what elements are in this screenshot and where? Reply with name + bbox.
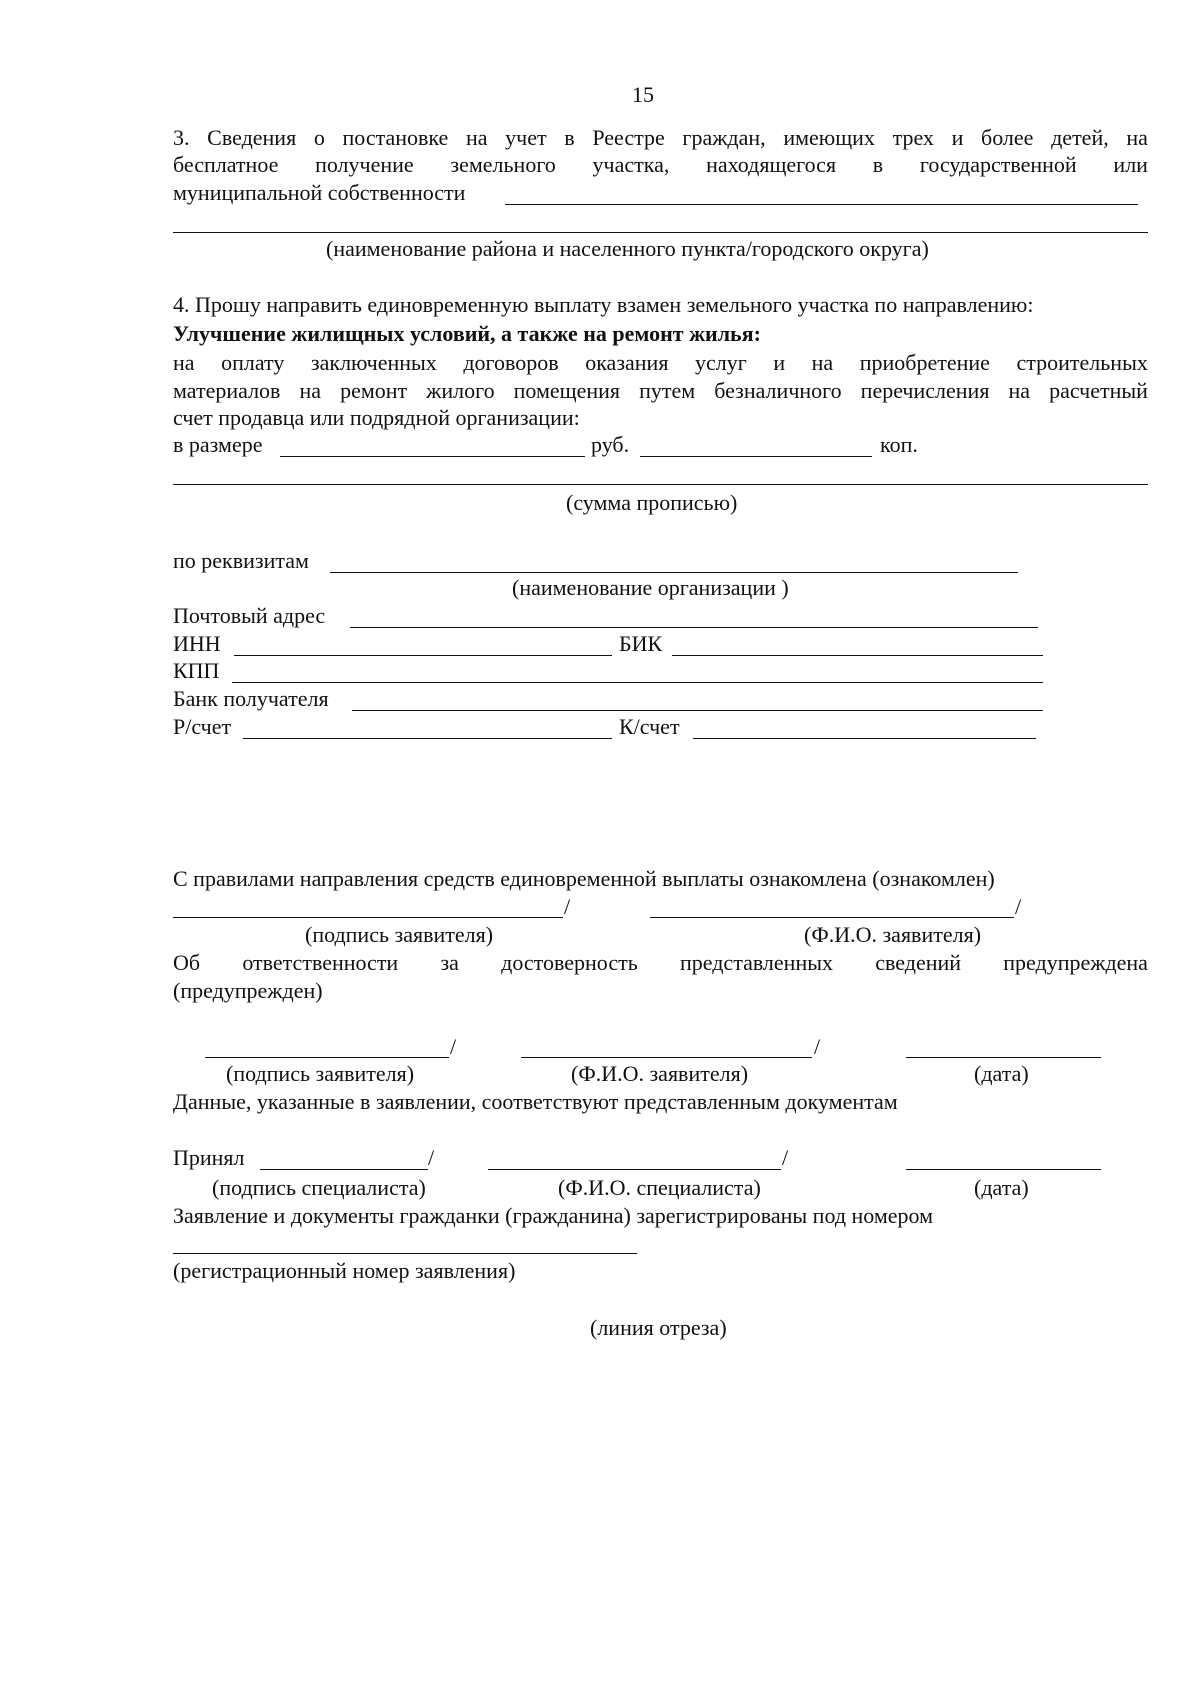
word: граждан, [682, 125, 766, 150]
word: приобретение [859, 350, 990, 375]
word: материалов [173, 378, 281, 403]
word: предупреждена [1003, 950, 1148, 975]
responsibility-line2: (предупрежден) [173, 978, 323, 1003]
kop-label: коп. [880, 432, 918, 457]
word: строительных [1016, 350, 1148, 375]
slash: / [564, 894, 571, 919]
specialist-signature-field[interactable] [260, 1169, 428, 1170]
registered-text: Заявление и документы гражданки (гражданина) зарегистрированы под номером [173, 1203, 934, 1228]
word: перечисления [860, 378, 990, 403]
rub-label: руб. [591, 432, 630, 457]
bik-label: БИК [619, 631, 663, 656]
section4-heading: Улучшение жилищных условий, а также на ремонт жилья: [173, 321, 761, 346]
kop-amount-field[interactable] [640, 456, 872, 457]
org-caption: (наименование организации ) [512, 575, 789, 600]
word: оказания [585, 350, 669, 375]
slash: / [782, 1145, 789, 1170]
slash: / [428, 1145, 435, 1170]
word: Об [173, 950, 201, 975]
word: представленных [679, 950, 834, 975]
slash: / [814, 1034, 821, 1059]
word: путем [639, 378, 696, 403]
word: о [313, 125, 325, 150]
applicant-signature-caption: (подпись заявителя) [226, 1061, 415, 1086]
corr-account-label: К/счет [619, 714, 680, 739]
word: находящегося [706, 152, 837, 177]
date-caption: (дата) [974, 1061, 1029, 1086]
word: за [440, 950, 459, 975]
word: в [872, 152, 884, 177]
page-number: 15 [632, 82, 654, 107]
word: трех [892, 125, 934, 150]
word: заключенных [310, 350, 437, 375]
word: ремонт [340, 378, 408, 403]
date-field-2[interactable] [906, 1169, 1101, 1170]
word: более [981, 125, 1034, 150]
word: или [1113, 152, 1148, 177]
word: договоров [463, 350, 559, 375]
word: и [951, 125, 964, 150]
word: достоверность [501, 950, 638, 975]
sum-caption: (сумма прописью) [566, 490, 738, 515]
word: на [811, 350, 834, 375]
applicant-name-field-1[interactable] [650, 917, 1014, 918]
word: бесплатное [173, 152, 279, 177]
word: участка, [592, 152, 670, 177]
reg-number-caption: (регистрационный номер заявления) [173, 1258, 516, 1283]
bik-field[interactable] [672, 655, 1043, 656]
account-label: Р/счет [173, 714, 232, 739]
district-settlement-field[interactable] [173, 232, 1148, 233]
date-field-1[interactable] [906, 1057, 1101, 1058]
rules-text: С правилами направления средств единовременной выплаты ознакомлена (ознакомлен) [173, 866, 995, 891]
applicant-signature-field-2[interactable] [205, 1057, 449, 1058]
kpp-field[interactable] [232, 682, 1043, 683]
word: услуг [695, 350, 747, 375]
word: оплату [221, 350, 285, 375]
word: и [773, 350, 786, 375]
word: жилого [426, 378, 495, 403]
requisites-label: по реквизитам [173, 548, 309, 573]
cut-line-caption: (линия отреза) [590, 1315, 727, 1340]
amount-label: в размере [173, 432, 263, 457]
applicant-name-field-2[interactable] [521, 1057, 812, 1058]
word: Реестре [592, 125, 665, 150]
section3-line2 [173, 152, 1148, 178]
word: постановке [342, 125, 449, 150]
word: Сведения [207, 125, 297, 150]
word: на [1008, 378, 1031, 403]
word: на [299, 378, 322, 403]
section4-line1: 4. Прошу направить единовременную выплату взамен земельного участка по направлению: [173, 292, 1034, 317]
section3-line1 [173, 125, 1148, 151]
specialist-signature-caption: (подпись специалиста) [212, 1175, 426, 1200]
inn-label: ИНН [173, 631, 221, 656]
word: на [1126, 125, 1148, 150]
applicant-name-caption: (Ф.И.О. заявителя) [571, 1061, 749, 1086]
account-field[interactable] [243, 738, 612, 739]
applicant-signature-caption: (подпись заявителя) [305, 922, 494, 947]
section4-line4 [173, 378, 1148, 404]
corr-account-field[interactable] [693, 738, 1036, 739]
kpp-label: КПП [173, 658, 220, 683]
word: земельного [450, 152, 556, 177]
slash: / [450, 1034, 457, 1059]
bank-label: Банк получателя [173, 686, 329, 711]
specialist-name-field[interactable] [488, 1169, 781, 1170]
requisites-field[interactable] [330, 572, 1018, 573]
word: детей, [1051, 125, 1109, 150]
slash: / [1015, 894, 1022, 919]
word: расчетный [1049, 378, 1148, 403]
word: ответственности [242, 950, 399, 975]
word: учет [505, 125, 547, 150]
word: помещения [513, 378, 621, 403]
word: государственной [919, 152, 1077, 177]
sum-in-words-field[interactable] [173, 484, 1148, 485]
date-caption: (дата) [974, 1175, 1029, 1200]
word: получение [315, 152, 414, 177]
rub-amount-field[interactable] [280, 456, 585, 457]
responsibility-line1 [173, 950, 1148, 976]
applicant-name-caption: (Ф.И.О. заявителя) [804, 922, 982, 947]
word: 3. [173, 125, 190, 150]
section3-line3: муниципальной собственности [173, 180, 466, 205]
postal-label: Почтовый адрес [173, 603, 326, 628]
word: в [564, 125, 575, 150]
registration-number-field[interactable] [173, 1253, 637, 1254]
data-match-text: Данные, указанные в заявлении, соответствуют представленным документам [173, 1089, 898, 1114]
postal-address-field[interactable] [350, 627, 1038, 628]
municipal-property-field[interactable] [505, 204, 1138, 205]
section4-line3 [173, 350, 1148, 376]
word: на [465, 125, 488, 150]
accepted-label: Принял [173, 1145, 245, 1170]
inn-field[interactable] [234, 655, 612, 656]
section4-line5: счет продавца или подрядной организации: [173, 405, 580, 430]
word: имеющих [783, 125, 875, 150]
word: на [173, 350, 195, 375]
district-caption: (наименование района и населенного пункта/городского округа) [326, 236, 929, 261]
word: безналичного [714, 378, 842, 403]
bank-field[interactable] [352, 710, 1043, 711]
word: сведений [875, 950, 962, 975]
specialist-name-caption: (Ф.И.О. специалиста) [558, 1175, 761, 1200]
applicant-signature-field-1[interactable] [173, 917, 563, 918]
